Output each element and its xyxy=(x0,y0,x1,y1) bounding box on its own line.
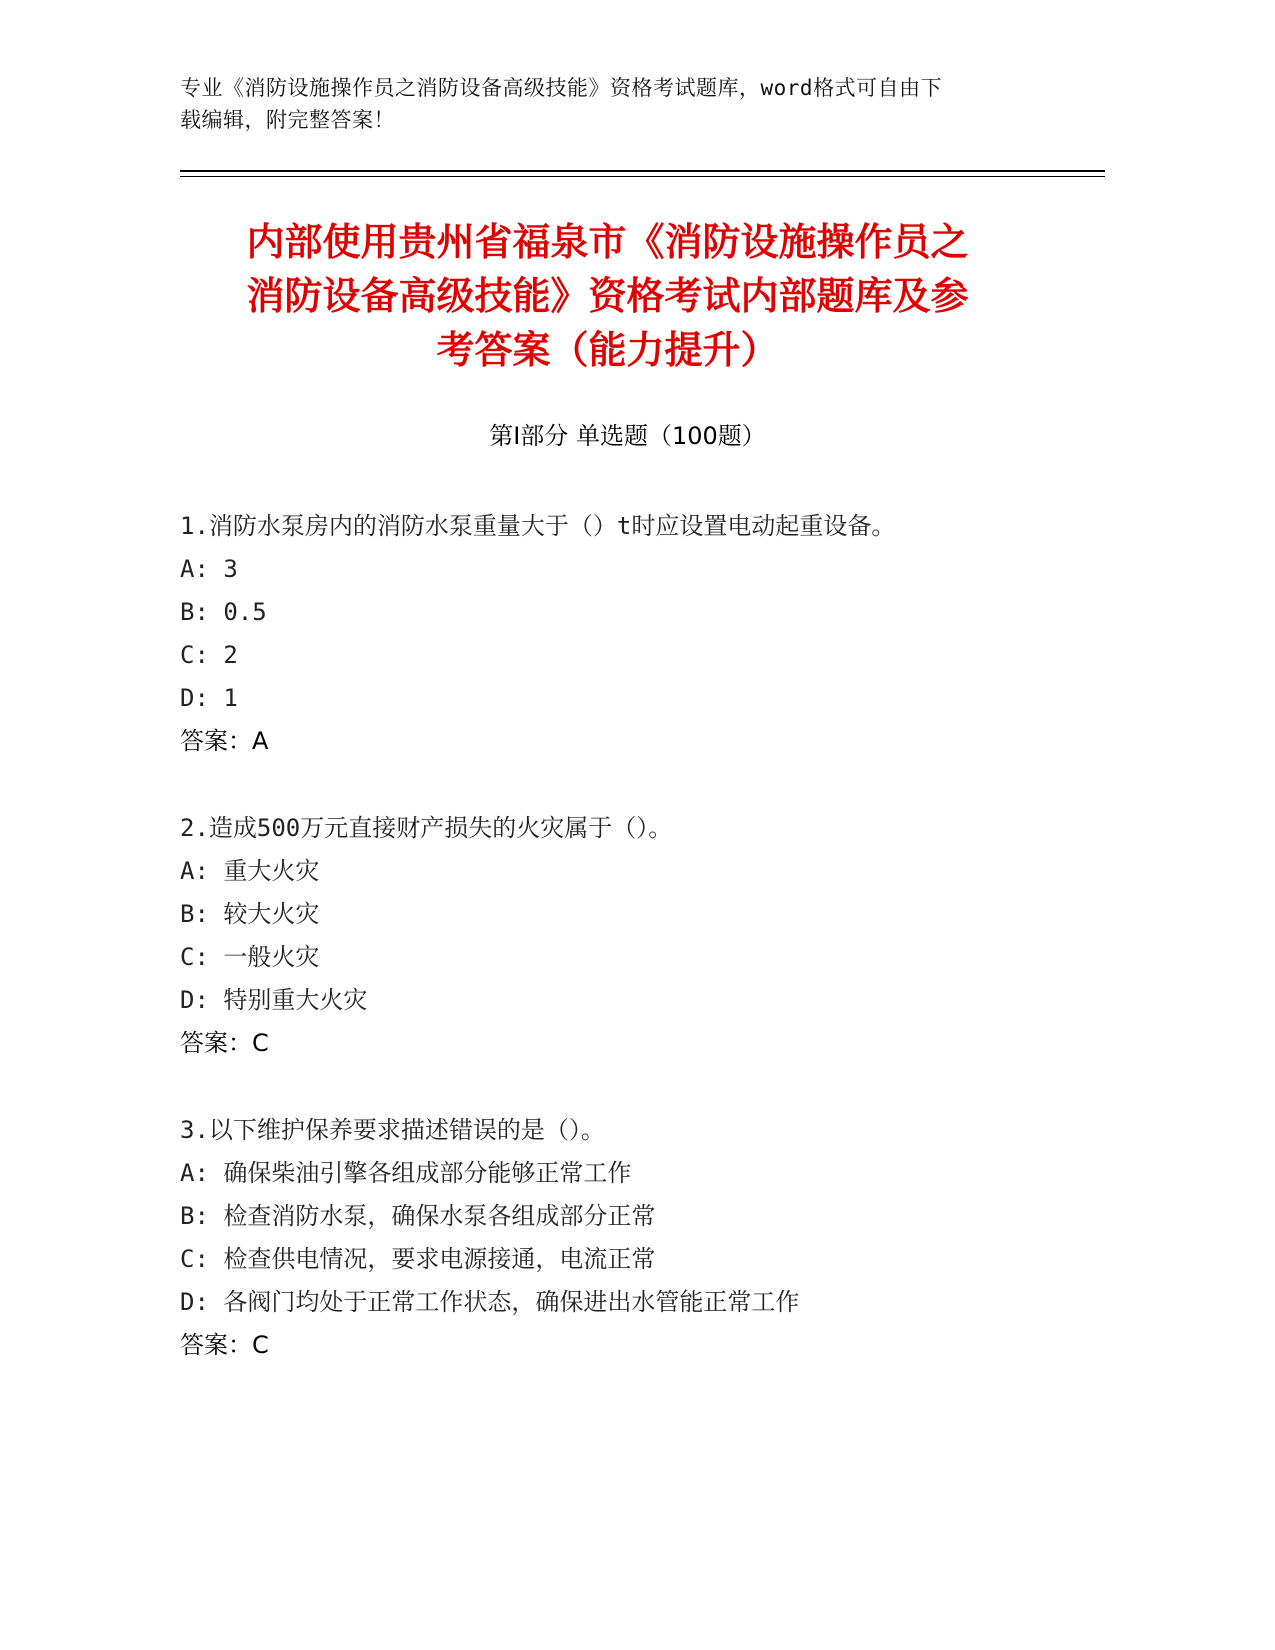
answer-text: 答案：C xyxy=(180,1029,269,1057)
document-title-line-3: 考答案（能力提升） xyxy=(436,328,779,372)
question-text: 3.以下维护保养要求描述错误的是（）。 xyxy=(180,1116,605,1144)
question-item xyxy=(180,505,1080,763)
answer-text: 答案：C xyxy=(180,1331,269,1359)
option-a: A: 重大火灾 xyxy=(180,857,320,885)
header-note xyxy=(180,72,1040,136)
option-b: B: 较大火灾 xyxy=(180,900,320,928)
question-text: 2.造成500万元直接财产损失的火灾属于（）。 xyxy=(180,814,673,842)
header-rule-thick xyxy=(180,170,1105,172)
question-item xyxy=(180,1109,1080,1367)
answer-text: 答案：A xyxy=(180,727,269,755)
option-a: A: 确保柴油引擎各组成部分能够正常工作 xyxy=(180,1159,632,1187)
header-rule-thin xyxy=(180,176,1105,177)
question-text: 1.消防水泵房内的消防水泵重量大于（）t时应设置电动起重设备。 xyxy=(180,512,896,540)
document-title xyxy=(160,215,1055,377)
document-title-line-2: 消防设备高级技能》资格考试内部题库及参 xyxy=(246,274,969,318)
option-d: D: 特别重大火灾 xyxy=(180,986,368,1014)
option-d: D: 各阀门均处于正常工作状态，确保进出水管能正常工作 xyxy=(180,1288,800,1316)
question-item xyxy=(180,807,1080,1065)
option-a: A: 3 xyxy=(180,555,238,583)
option-b: B: 检查消防水泵，确保水泵各组成部分正常 xyxy=(180,1202,656,1230)
option-b: B: 0.5 xyxy=(180,598,267,626)
option-c: C: 检查供电情况，要求电源接通，电流正常 xyxy=(180,1245,656,1273)
option-c: C: 一般火灾 xyxy=(180,943,320,971)
header-note-line-2: 载编辑，附完整答案！ xyxy=(180,108,395,132)
option-c: C: 2 xyxy=(180,641,238,669)
option-d: D: 1 xyxy=(180,684,238,712)
question-list xyxy=(180,505,1080,1411)
document-title-line-1: 内部使用贵州省福泉市《消防设施操作员之 xyxy=(246,220,969,264)
section-title: 第Ⅰ部分 单选题（100题） xyxy=(489,422,766,450)
header-note-line-1: 专业《消防设施操作员之消防设备高级技能》资格考试题库，word格式可自由下 xyxy=(180,76,943,100)
